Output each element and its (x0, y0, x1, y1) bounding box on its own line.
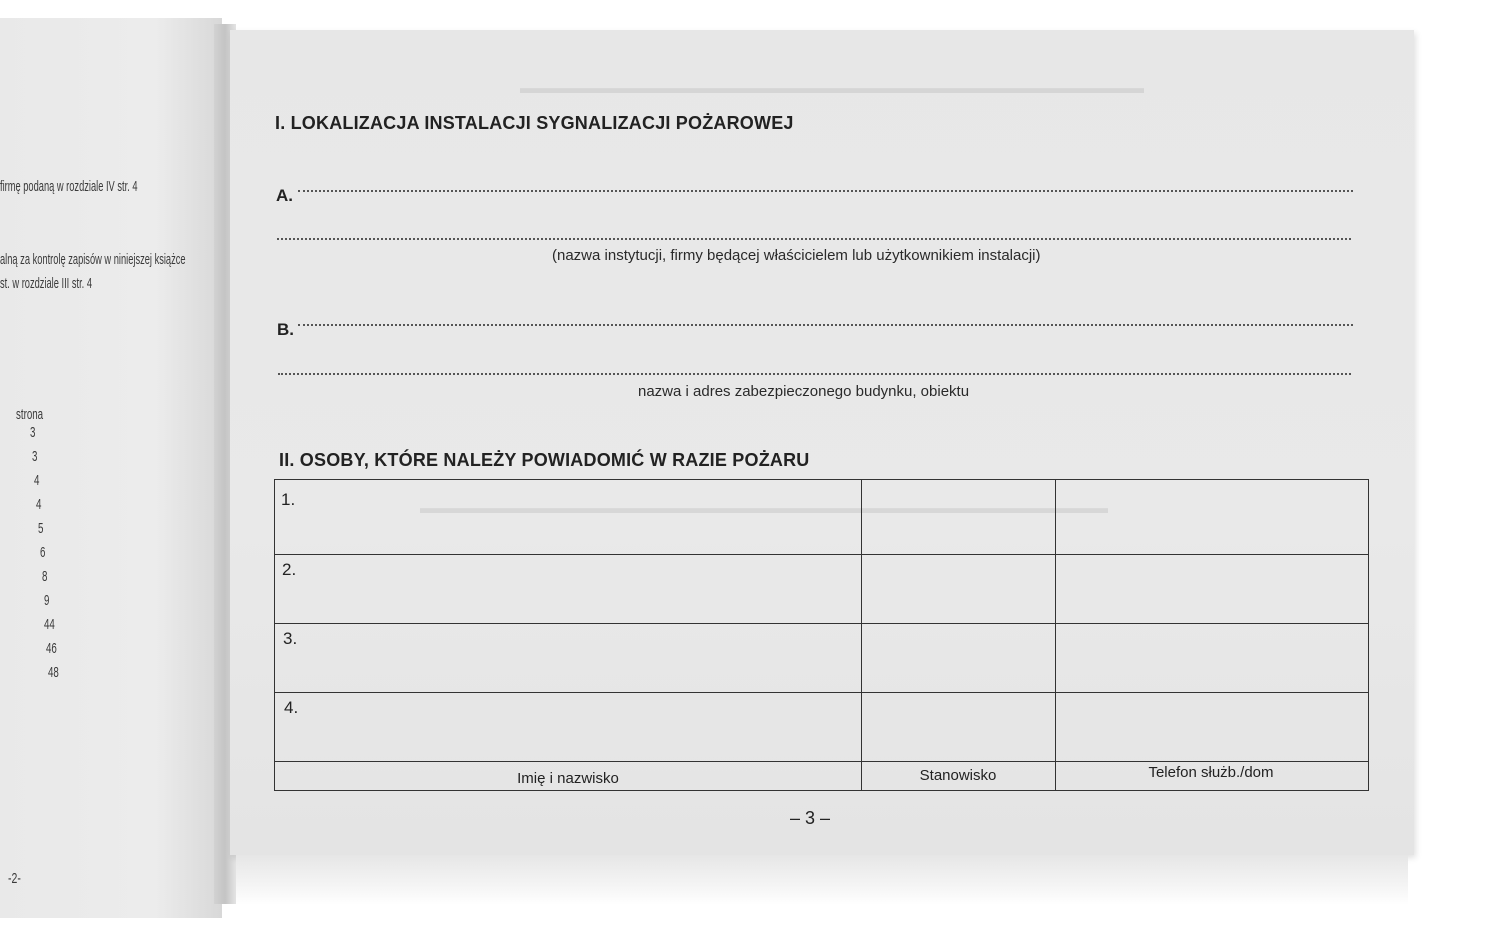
table-row-divider (275, 623, 1368, 624)
field-a-label: A. (276, 186, 293, 205)
left-page-line: alną za kontrolę zapisów w niniejszej książce (0, 251, 186, 268)
toc-page-number: 48 (48, 664, 59, 681)
field-b-label: B. (277, 320, 294, 339)
bleed-through-text: ▬▬▬▬▬▬▬▬▬▬▬▬▬▬▬▬▬▬▬▬▬▬▬▬▬▬▬▬▬▬▬▬▬▬▬▬▬▬▬ (520, 80, 1144, 97)
table-row-number: 4. (284, 698, 299, 717)
field-a-dotted-line-2[interactable] (277, 238, 1351, 240)
field-b-dotted-line-1[interactable] (298, 324, 1353, 326)
left-page-footer: -2- (8, 870, 21, 887)
column-header-phone: Telefon służb./dom (1148, 764, 1274, 781)
table-row-divider (275, 692, 1368, 693)
toc-page-number: 3 (30, 424, 36, 441)
table-row-number: 2. (282, 560, 297, 579)
section-1-heading: I. LOKALIZACJA INSTALACJI SYGNALIZACJI POŻAROWEJ (275, 113, 794, 133)
table-column-divider (1055, 480, 1056, 790)
toc-page-number: 4 (36, 496, 42, 513)
field-b-caption: nazwa i adres zabezpieczonego budynku, obiektu (638, 383, 970, 400)
toc-page-number: 4 (34, 472, 40, 489)
column-header-position: Stanowisko (919, 767, 997, 784)
field-a-caption: (nazwa instytucji, firmy będącej właścicielem lub użytkownikiem instalacji) (552, 247, 1041, 264)
page-number: – 3 – (790, 808, 831, 828)
contacts-table (274, 479, 1369, 791)
section-2-heading: II. OSOBY, KTÓRE NALEŻY POWIADOMIĆ W RAZIE POŻARU (279, 450, 810, 470)
table-row-number: 1. (281, 490, 296, 509)
toc-page-number: 5 (38, 520, 44, 537)
table-row-divider (275, 761, 1368, 762)
left-page-line: firmę podaną w rozdziale IV str. 4 (0, 178, 138, 195)
toc-page-number: 9 (44, 592, 50, 609)
toc-page-number: 44 (44, 616, 55, 633)
left-page (0, 18, 222, 918)
column-header-name: Imię i nazwisko (517, 770, 619, 787)
toc-page-number: 8 (42, 568, 48, 585)
table-row-number: 3. (283, 629, 298, 648)
toc-label: strona (16, 406, 44, 423)
page-shadow (236, 855, 1408, 905)
left-page-line: st. w rozdziale III str. 4 (0, 275, 93, 292)
toc-page-number: 6 (40, 544, 46, 561)
toc-page-number: 46 (46, 640, 57, 657)
table-column-divider (861, 480, 862, 790)
toc-page-number: 3 (32, 448, 38, 465)
field-a-dotted-line-1[interactable] (298, 190, 1353, 192)
table-row-divider (275, 554, 1368, 555)
bleed-through-text: ▬▬▬▬▬▬▬▬▬▬▬▬▬▬▬▬▬▬▬▬▬▬▬▬▬▬▬▬▬▬▬▬▬▬▬▬▬▬▬▬▬▬▬ (420, 500, 1108, 517)
field-b-dotted-line-2[interactable] (278, 373, 1351, 375)
